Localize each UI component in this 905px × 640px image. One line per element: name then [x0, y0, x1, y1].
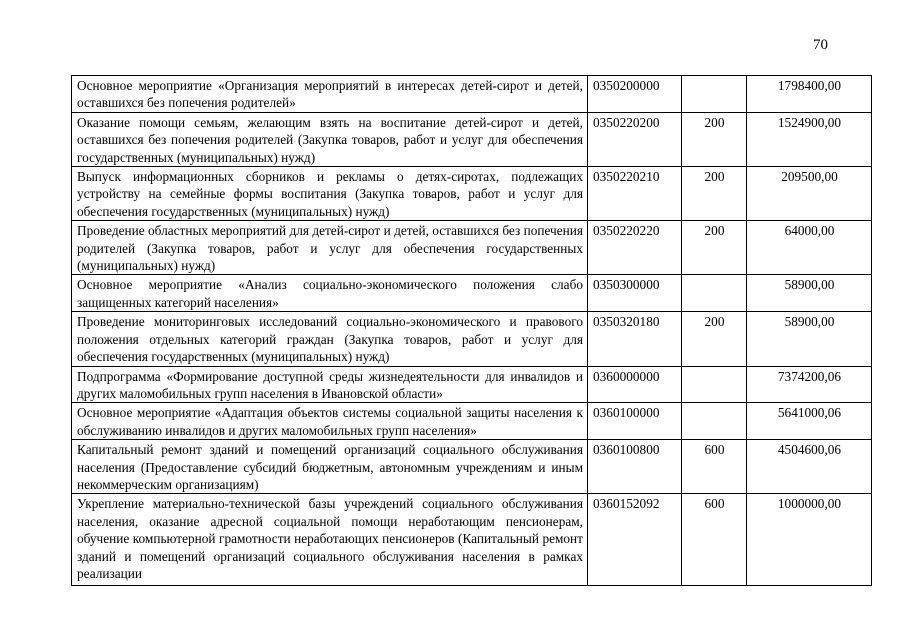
row-sum-cell: 1000000,00	[747, 494, 872, 586]
table-row	[72, 76, 872, 113]
row-name-cell: Проведение мониторинговых исследований социально-экономического и правового положения отдельных категорий граждан (Закупка товаров, работ и услуг для обеспечения государственных (муниципальных) нужд)	[72, 312, 588, 366]
row-expense-type-cell: 600	[682, 440, 747, 494]
table-row	[72, 494, 872, 586]
row-name-cell: Оказание помощи семьям, желающим взять на воспитание детей-сирот и детей, оставшихся без попечения родителей (Закупка товаров, работ и услуг для обеспечения государственных (муниципальных) нужд)	[72, 112, 588, 166]
row-sum-cell: 5641000,06	[747, 403, 872, 440]
table-row	[72, 403, 872, 440]
row-code-cell: 0350200000	[588, 76, 682, 113]
row-name-cell: Подпрограмма «Формирование доступной среды жизнедеятельности для инвалидов и других маломобильных групп населения в Ивановской области»	[72, 366, 588, 403]
row-code-cell: 0350220200	[588, 112, 682, 166]
row-expense-type-cell: 200	[682, 312, 747, 366]
row-sum-cell: 1524900,00	[747, 112, 872, 166]
table-row	[72, 112, 872, 166]
table-row	[72, 366, 872, 403]
row-expense-type-cell: 600	[682, 494, 747, 586]
row-name-cell: Капитальный ремонт зданий и помещений организаций социального обслуживания населения (Предоставление субсидий бюджетным, автономным учреждениям и иным некоммерческим организациям)	[72, 440, 588, 494]
row-sum-cell: 1798400,00	[747, 76, 872, 113]
row-code-cell: 0360000000	[588, 366, 682, 403]
row-expense-type-cell	[682, 403, 747, 440]
row-expense-type-cell	[682, 275, 747, 312]
row-code-cell: 0360152092	[588, 494, 682, 586]
page-number: 70	[813, 37, 828, 53]
table-row	[72, 312, 872, 366]
table-row	[72, 275, 872, 312]
row-sum-cell: 7374200,06	[747, 366, 872, 403]
row-name-cell: Основное мероприятие «Адаптация объектов системы социальной защиты населения к обслуживанию инвалидов и других маломобильных групп населения»	[72, 403, 588, 440]
row-code-cell: 0350220220	[588, 221, 682, 275]
row-name-cell: Выпуск информационных сборников и рекламы о детях-сиротах, подлежащих устройству на семейные формы воспитания (Закупка товаров, работ и услуг для обеспечения государственных (муниципальных) нужд)	[72, 167, 588, 221]
row-name-cell: Укрепление материально-технической базы учреждений социального обслуживания населения, оказание адресной социальной помощи неработающим пенсионерам, обучение компьютерной грамотности неработающих пенсионеров (Капитальный ремонт зданий и помещений организаций социального обслуживания населения в рамках реализации	[72, 494, 588, 586]
row-expense-type-cell: 200	[682, 112, 747, 166]
row-sum-cell: 58900,00	[747, 275, 872, 312]
row-name-cell: Проведение областных мероприятий для детей-сирот и детей, оставшихся без попечения родителей (Закупка товаров, работ и услуг для обеспечения государственных (муниципальных) нужд)	[72, 221, 588, 275]
row-sum-cell: 58900,00	[747, 312, 872, 366]
row-sum-cell: 209500,00	[747, 167, 872, 221]
row-name-cell: Основное мероприятие «Анализ социально-экономического положения слабо защищенных категорий населения»	[72, 275, 588, 312]
row-sum-cell: 64000,00	[747, 221, 872, 275]
row-sum-cell: 4504600,06	[747, 440, 872, 494]
table-row	[72, 167, 872, 221]
row-code-cell: 0350220210	[588, 167, 682, 221]
row-expense-type-cell	[682, 366, 747, 403]
row-code-cell: 0360100000	[588, 403, 682, 440]
row-expense-type-cell	[682, 76, 747, 113]
row-code-cell: 0360100800	[588, 440, 682, 494]
row-name-cell: Основное мероприятие «Организация мероприятий в интересах детей-сирот и детей, оставшихся без попечения родителей»	[72, 76, 588, 113]
row-code-cell: 0350320180	[588, 312, 682, 366]
table-row	[72, 221, 872, 275]
budget-table	[71, 75, 872, 586]
table-row	[72, 440, 872, 494]
row-code-cell: 0350300000	[588, 275, 682, 312]
row-expense-type-cell: 200	[682, 221, 747, 275]
row-expense-type-cell: 200	[682, 167, 747, 221]
